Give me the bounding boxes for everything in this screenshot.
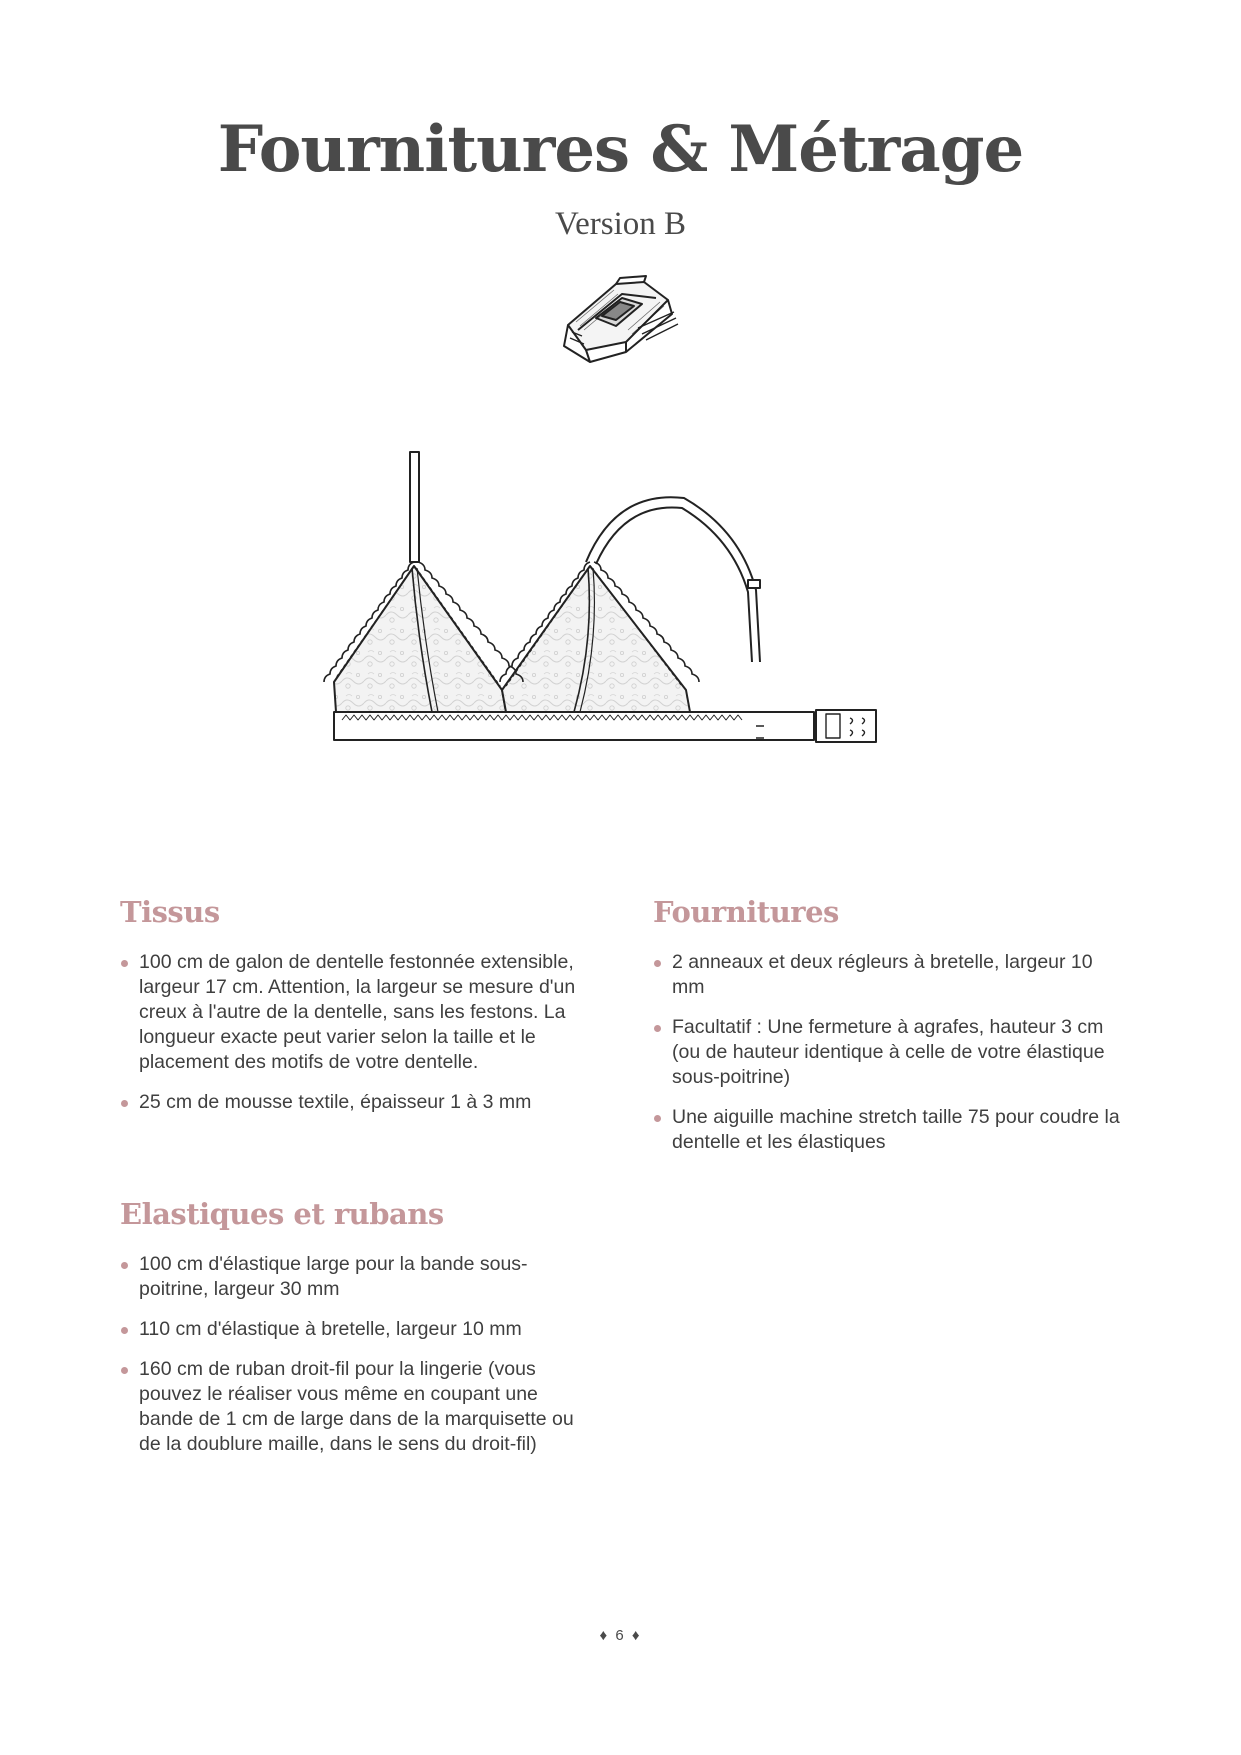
list-item: 100 cm de galon de dentelle festonnée extensible, largeur 17 cm. Attention, la largeur se mesure d'un creux à l'autre de la dentelle, sans les festons. La longueur exacte peut varier selon la taille et le placement des motifs de votre dentelle. (120, 950, 595, 1075)
list-item: 25 cm de mousse textile, épaisseur 1 à 3 mm (120, 1090, 595, 1115)
list-item: 160 cm de ruban droit-fil pour la lingerie (vous pouvez le réaliser vous même en coupant une bande de 1 cm de large dans de la marquisette ou de la doublure maille, dans le sens du droit-fil) (120, 1357, 595, 1457)
section-heading-fournitures: Fournitures (653, 895, 839, 929)
tissus-list (120, 950, 595, 1130)
list-item: Une aiguille machine stretch taille 75 pour coudre la dentelle et les élastiques (653, 1105, 1123, 1155)
elastiques-list (120, 1252, 595, 1472)
fournitures-list (653, 950, 1123, 1170)
page-title: Fournitures & Métrage (217, 112, 1024, 187)
bralette-illustration (320, 450, 940, 790)
list-item: 100 cm d'élastique large pour la bande sous-poitrine, largeur 30 mm (120, 1252, 595, 1302)
list-item: 2 anneaux et deux régleurs à bretelle, largeur 10 mm (653, 950, 1123, 1000)
section-heading-elastiques: Elastiques et rubans (120, 1197, 444, 1231)
list-item: 110 cm d'élastique à bretelle, largeur 10 mm (120, 1317, 595, 1342)
section-heading-tissus: Tissus (120, 895, 220, 929)
page-subtitle: Version B (554, 206, 687, 242)
list-item: Facultatif : Une fermeture à agrafes, hauteur 3 cm (ou de hauteur identique à celle de votre élastique sous-poitrine) (653, 1015, 1123, 1090)
page-number: ♦ 6 ♦ (599, 1627, 642, 1644)
sewing-clip-icon (556, 270, 686, 375)
